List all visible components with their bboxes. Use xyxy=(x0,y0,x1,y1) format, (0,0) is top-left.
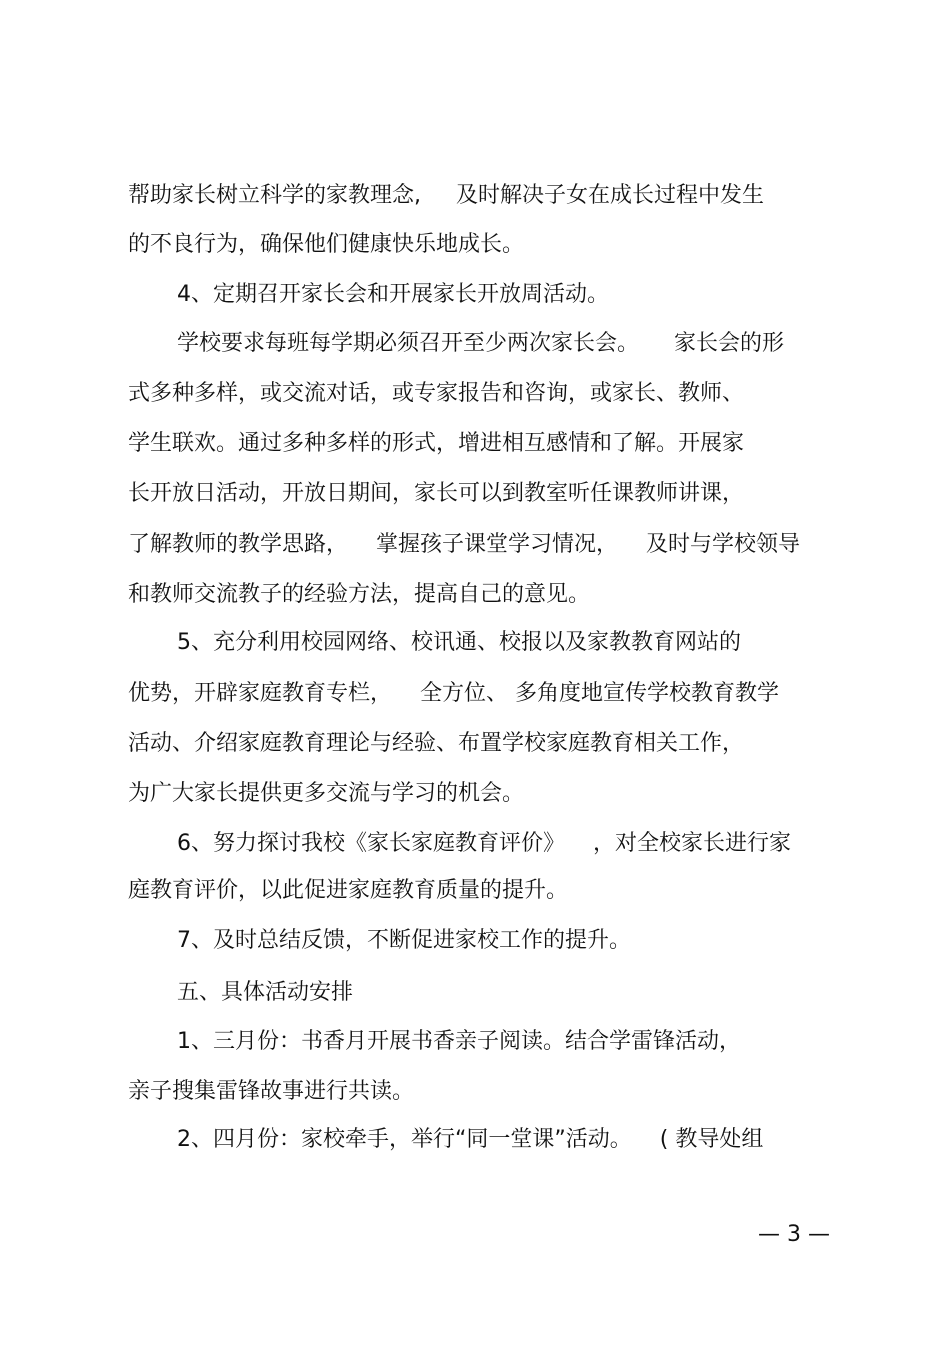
paragraph-line: 庭教育评价，以此促进家庭教育质量的提升。 xyxy=(128,878,569,903)
section-heading: 五、具体活动安排 xyxy=(177,980,354,1005)
page-number: — 3 — xyxy=(758,1222,830,1247)
paragraph-line: 1、三月份：书香月开展书香亲子阅读。结合学雷锋活动， xyxy=(177,1029,741,1054)
paragraph-line: 学校要求每班每学期必须召开至少两次家长会。 家长会的形 xyxy=(177,331,784,356)
paragraph-line: 学生联欢。通过多种多样的形式，增进相互感情和了解。开展家 xyxy=(128,431,745,456)
paragraph-line: 优势，开辟家庭教育专栏， 全方位、 多角度地宣传学校教育教学 xyxy=(128,681,779,706)
paragraph-line: 活动、介绍家庭教育理论与经验、布置学校家庭教育相关工作， xyxy=(128,731,745,756)
paragraph-line: 7、及时总结反馈，不断促进家校工作的提升。 xyxy=(177,928,631,953)
paragraph-line: 长开放日活动，开放日期间，家长可以到教室听任课教师讲课， xyxy=(128,481,745,506)
paragraph-line: 的不良行为，确保他们健康快乐地成长。 xyxy=(128,232,525,257)
paragraph-line: 4、定期召开家长会和开展家长开放周活动。 xyxy=(177,282,609,307)
paragraph-line: 了解教师的教学思路， 掌握孩子课堂学习情况， 及时与学校领导 xyxy=(128,532,800,557)
paragraph-line: 和教师交流教子的经验方法，提高自己的意见。 xyxy=(128,582,591,607)
paragraph-line: 5、充分利用校园网络、校讯通、校报以及家教教育网站的 xyxy=(177,630,741,655)
paragraph-line: 式多种多样，或交流对话，或专家报告和咨询，或家长、教师、 xyxy=(128,381,745,406)
paragraph-line: 亲子搜集雷锋故事进行共读。 xyxy=(128,1079,415,1104)
paragraph-line: 2、四月份：家校牵手，举行“同一堂课”活动。 ( 教导处组 xyxy=(177,1127,764,1152)
paragraph-line: 帮助家长树立科学的家教理念, 及时解决子女在成长过程中发生 xyxy=(128,183,764,208)
paragraph-line: 6、努力探讨我校《家长家庭教育评价》 ，对全校家长进行家 xyxy=(177,831,791,856)
paragraph-line: 为广大家长提供更多交流与学习的机会。 xyxy=(128,781,525,806)
